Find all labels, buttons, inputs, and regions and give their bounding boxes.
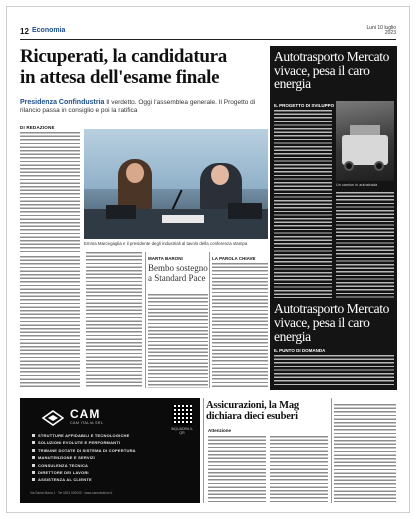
bottom-text-column-2 bbox=[270, 436, 328, 502]
article-intro bbox=[20, 99, 268, 115]
qr-code[interactable] bbox=[172, 405, 192, 425]
ad-feature-item: STRUTTURE AFFIDABILI E TECNOLOGICHE bbox=[32, 432, 164, 439]
bottom-article-kicker: Attenzione bbox=[208, 428, 231, 433]
intro-text: Il verdetto. Oggi l'assemblea generale. Il Progetto di rilancio passa in consiglio e poi la ratifica bbox=[20, 99, 256, 114]
main-headline bbox=[20, 46, 266, 88]
bottom-text-column-3 bbox=[334, 404, 396, 502]
bullet-icon bbox=[32, 441, 35, 444]
sidebar-title-2: Autotrasporto Mercato vivace, pesa il caro energia bbox=[274, 301, 389, 344]
section-number: 12 bbox=[20, 27, 29, 36]
column-rule bbox=[203, 398, 204, 503]
sidebar-title: Autotrasporto Mercato vivace, pesa il caro energia bbox=[274, 49, 389, 91]
sidebar-text-bottom bbox=[274, 355, 394, 387]
column-rule bbox=[331, 398, 332, 503]
sidebar-text-column-1 bbox=[274, 110, 332, 298]
section-name: Economia bbox=[32, 27, 66, 34]
body-text-column-4 bbox=[212, 263, 268, 388]
photo-caption: Emma Marcegaglia e il presidente degli industriali al tavolo della conferenza stampa bbox=[84, 241, 248, 246]
cam-logo-icon bbox=[42, 410, 64, 426]
ad-feature-item: CONSULENZA TECNICA bbox=[32, 462, 164, 469]
truck-photo bbox=[336, 101, 394, 181]
ad-feature-item: DIRETTORE DEI LAVORI bbox=[32, 469, 164, 476]
bullet-icon bbox=[32, 464, 35, 467]
bullet-icon bbox=[32, 456, 35, 459]
section-header bbox=[20, 24, 396, 40]
sub-kicker-2: LA PAROLA CHIAVE bbox=[212, 256, 256, 261]
ad-feature-item: MANUTENZIONE E SERVIZI bbox=[32, 454, 164, 461]
body-text-column-1b bbox=[20, 256, 80, 388]
ad-feature-list bbox=[32, 432, 164, 484]
bullet-icon bbox=[32, 471, 35, 474]
column-rule bbox=[209, 252, 210, 388]
news-photo bbox=[84, 129, 268, 239]
bullet-icon bbox=[32, 449, 35, 452]
headline-line-2: in attesa dell'esame finale bbox=[20, 67, 220, 88]
ad-feature-item: TRIBUNE DOTATE DI SISTEMA DI COPERTURA bbox=[32, 447, 164, 454]
ad-feature-item: SOLUZIONI EVOLUTE E PERFORMANTI bbox=[32, 439, 164, 446]
headline-line-1: Ricuperati, la candidatura bbox=[20, 46, 228, 67]
bullet-icon bbox=[32, 478, 35, 481]
article-kicker: DI REDAZIONE bbox=[20, 125, 55, 130]
inline-title: Bembo sostegno a Standard Pace bbox=[148, 263, 208, 283]
sub-kicker-1: MARTA BARONI bbox=[148, 256, 183, 261]
bottom-text-column-1 bbox=[208, 436, 266, 502]
qr-label: INQUADRA IL QR bbox=[170, 427, 194, 435]
sidebar-text-column-2 bbox=[336, 192, 394, 298]
date-line-1: Luni 10 luglio bbox=[366, 25, 396, 31]
ad-footer: Via Santa Maria 1 · Tel 0523 000000 · www.camstrutture.it bbox=[30, 491, 113, 495]
column-rule bbox=[145, 252, 146, 388]
ad-tagline: CAM ITALIA SRL bbox=[70, 421, 104, 425]
sidebar-photo-caption: Un camion in autostrada bbox=[336, 183, 378, 187]
bottom-article-headline: Assicurazioni, la Mag dichiara dieci esuberi bbox=[206, 400, 299, 422]
ad-feature-item: ASSISTENZA AL CLIENTE bbox=[32, 476, 164, 483]
body-text-column-2 bbox=[86, 252, 142, 388]
date-line-2: 2023 bbox=[384, 30, 396, 36]
sidebar-kicker: IL PROGETTO DI SVILUPPO bbox=[274, 103, 335, 108]
header-rule bbox=[20, 39, 396, 40]
ad-brand: CAM bbox=[70, 407, 101, 421]
date-line bbox=[367, 26, 396, 36]
body-text-column-1 bbox=[20, 132, 80, 252]
sidebar-kicker-bottom: IL PUNTO DI DOMANDA bbox=[274, 348, 326, 353]
bullet-icon bbox=[32, 434, 35, 437]
intro-lead: Presidenza Confindustria bbox=[20, 99, 105, 106]
body-text-column-3 bbox=[148, 294, 208, 388]
